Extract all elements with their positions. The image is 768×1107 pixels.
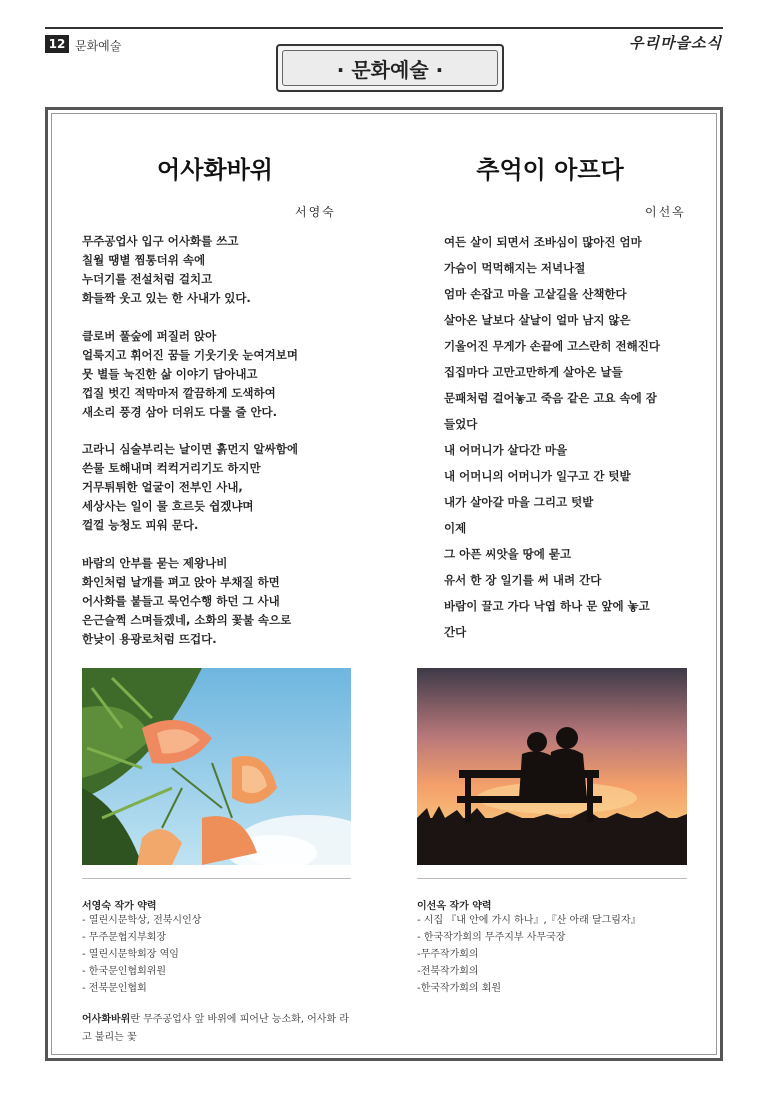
right-bio-title: 이선옥 작가 약력: [417, 901, 492, 912]
section-banner-text: · 문화예술 ·: [282, 50, 498, 86]
left-bio-list: - 열린시문학상, 전북시인상 - 무주문협지부회장 - 열린시문학회장 역임 - 한국문인협회위원 - 전북문인협회: [82, 915, 202, 994]
sunset-bench-photo: [417, 668, 687, 865]
right-poem-author: 이선옥: [645, 205, 686, 219]
right-divider: [417, 878, 687, 879]
trumpet-flower-photo: [82, 668, 351, 865]
left-stanza-2: 클로버 풀숲에 퍼질러 앉아 얼룩지고 휘어진 꿈들 기웃기웃 눈여겨보며 뭇 별들 눅진한 삶 이야기 담아내고 껍질 벗긴 적막마저 깔끔하게 도색하여 새소리 풍경 삼아 더위도 다룰 줄 안다.: [82, 329, 298, 419]
left-bio-title: 서영숙 작가 약력: [82, 901, 157, 912]
newspaper-logo: 우리마을소식: [629, 34, 722, 52]
section-banner: [276, 44, 504, 92]
header-rule: [45, 27, 723, 29]
left-divider: [82, 878, 351, 879]
poem-footnote: 어사화바위란 무주공업사 앞 바위에 피어난 능소화, 어사화 라고 불리는 꽃: [82, 1014, 349, 1043]
left-poem-author: 서영숙: [295, 205, 336, 219]
right-poem-title: 추억이 아프다: [476, 156, 624, 184]
section-label: 문화예술: [75, 39, 122, 53]
left-stanza-3: 고라니 심술부리는 날이면 흙먼지 알싸함에 쓴물 토해내며 컥컥거리기도 하지만 거무튀튀한 얼굴이 전부인 사내, 세상사는 일이 물 흐르듯 쉽겠냐며 껄껄 능청도 피워 문다.: [82, 442, 298, 532]
page-number: 12: [45, 35, 69, 53]
right-bio-list: - 시집 『내 안에 가시 하나』,『산 아래 달그림자』 - 한국작가회의 무주지부 사무국장 -무주작가회의 -전북작가회의 -한국작가회의 회원: [417, 915, 641, 994]
left-stanza-1: 무주공업사 입구 어사화를 쓰고 칠월 땡볕 찜통더위 속에 누더기를 전설처럼 걸치고 화들짝 웃고 있는 한 사내가 있다.: [82, 234, 251, 305]
right-poem-body: 여든 살이 되면서 조바심이 많아진 엄마 가슴이 먹먹해지는 저녁나절 엄마 손잡고 마을 고샅길을 산책한다 살아온 날보다 살날이 얼마 남지 않은 기울어진 무게가 손끝에 고스란히 전해진다 집집마다 고만고만하게 살아온 날들 문패처럼 걸어놓고 죽음 같은 고요 속에 잠 들었다 내 어머니가 살다간 마을 내 어머니의 어머니가 일구고 간 텃밭 내가 살아갈 마을 그리고 텃밭 이제 그 아픈 씨앗을 땅에 묻고 유서 한 장 일기를 써 내려 간다 바람이 끌고 가다 낙엽 하나 문 앞에 놓고 간다: [444, 235, 660, 639]
left-poem-title: 어사화바위: [157, 156, 273, 184]
left-stanza-4: 바람의 안부를 묻는 제왕나비 화인처럼 날개를 펴고 앉아 부채질 하면 어사화를 붙들고 묵언수행 하던 그 사내 은근슬쩍 스며들겠네, 소화의 꽃불 속으로 한낮이 용광로처럼 뜨겁다.: [82, 556, 292, 646]
